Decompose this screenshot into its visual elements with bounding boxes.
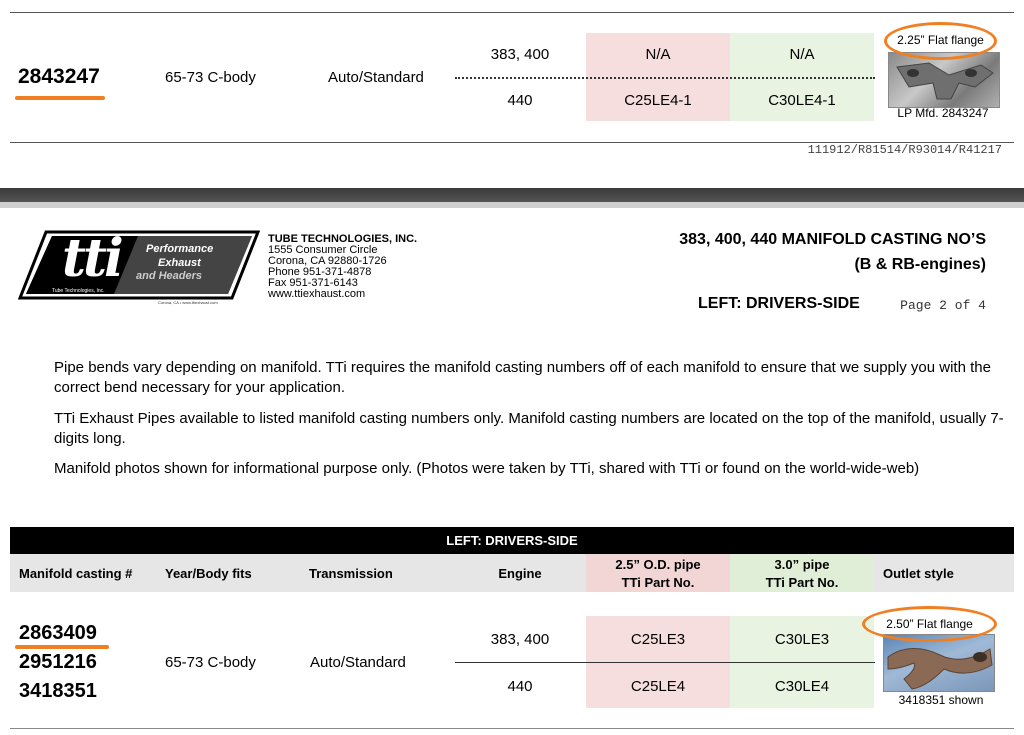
footer-code: 111912/R81514/R93014/R41217 [807, 143, 1002, 157]
highlight-underline-top [15, 96, 105, 100]
manifold-photo-top [888, 52, 1000, 108]
company-name: TUBE TECHNOLOGIES, INC. [268, 233, 418, 245]
transmission-row: Auto/Standard [310, 654, 406, 671]
address-line-1: 1555 Consumer Circle [268, 244, 378, 256]
address-line-2: Corona, CA 92880-1726 [268, 255, 387, 267]
col-header-pipe30-b: TTi Part No. [765, 575, 839, 590]
pipe30-top-1: N/A [789, 46, 815, 63]
top-border [10, 12, 1014, 13]
logo-line-3: and Headers [136, 270, 203, 282]
photo-caption-row: 3418351 shown [898, 693, 984, 707]
col-header-outlet: Outlet style [883, 566, 954, 581]
manifold-shape-top [889, 53, 999, 107]
engine-top-2: 440 [507, 92, 533, 109]
casting-number-1: 2863409 [19, 622, 97, 644]
casting-number-3: 3418351 [19, 680, 97, 702]
side-label: LEFT: DRIVERS-SIDE [698, 295, 860, 312]
dotted-divider-top [455, 77, 875, 79]
page-subtitle: (B & RB-engines) [854, 256, 986, 273]
logo-letters: tti [62, 228, 121, 289]
col-header-pipe25-a: 2.5” O.D. pipe [615, 557, 701, 572]
logo-line-1: Performance [146, 243, 214, 255]
fax-line: Fax 951-371-6143 [268, 277, 358, 289]
page-break [0, 188, 1024, 202]
logo-small-text: Tube Technologies, Inc. [52, 288, 105, 294]
col-header-pipe30-a: 3.0” pipe [774, 557, 830, 572]
manifold-shape-row [884, 635, 994, 691]
logo-small-right: Corona, CA • www.ttiexhaust.com [158, 300, 218, 305]
photo-caption-top: LP Mfd. 2843247 [897, 106, 989, 120]
phone-line: Phone 951-371-4878 [268, 266, 372, 278]
engine-row-1: 383, 400 [490, 631, 550, 648]
outlet-label-row: 2.50” Flat flange [886, 617, 973, 631]
pipe25-row-2: C25LE4 [630, 678, 686, 695]
casting-number-2: 2951216 [19, 651, 97, 673]
company-address [268, 245, 387, 300]
tti-logo [18, 228, 260, 304]
website-line: www.ttiexhaust.com [268, 288, 366, 300]
logo-line-2: Exhaust [158, 257, 201, 269]
casting-number-top: 2843247 [18, 65, 100, 88]
manifold-photo-row [883, 634, 995, 692]
col-header-pipe25-b: TTi Part No. [621, 575, 695, 590]
pipe30-row-1: C30LE3 [774, 631, 830, 648]
row-divider [455, 662, 875, 663]
engine-top-1: 383, 400 [490, 46, 550, 63]
col-header-engine: Engine [498, 566, 542, 581]
year-body-row: 65-73 C-body [165, 654, 256, 671]
year-body-top: 65-73 C-body [165, 69, 256, 86]
col-header-transmission: Transmission [309, 566, 393, 581]
col-header-casting: Manifold casting # [19, 566, 133, 581]
col-header-year: Year/Body fits [165, 566, 252, 581]
outlet-label-top: 2.25” Flat flange [897, 33, 984, 47]
page-number: Page 2 of 4 [900, 298, 986, 313]
pipe25-top-1: N/A [645, 46, 671, 63]
engine-row-2: 440 [507, 678, 533, 695]
page-title: 383, 400, 440 MANIFOLD CASTING NO’S [679, 231, 986, 248]
pipe25-row-1: C25LE3 [630, 631, 686, 648]
paragraph-2: TTi Exhaust Pipes available to listed manifold casting numbers only. Manifold casting numbers are located on the top of the manifold, usually 7-digits long. [54, 410, 1004, 447]
table-bottom-border [10, 728, 1014, 729]
paragraph-3: Manifold photos shown for informational purpose only. (Photos were taken by TTi, shared with TTi or found on the world-wide-web) [54, 460, 920, 477]
paragraph-1: Pipe bends vary depending on manifold. TTi requires the manifold casting numbers off of each manifold to ensure that we supply you with the correct bend necessary for your application. [54, 359, 991, 396]
transmission-top: Auto/Standard [328, 69, 424, 86]
highlight-underline-row [15, 645, 109, 649]
pipe30-top-2: C30LE4-1 [768, 92, 836, 109]
table-banner: LEFT: DRIVERS-SIDE [10, 527, 1014, 554]
pipe25-top-2: C25LE4-1 [624, 92, 692, 109]
page-break-shadow [0, 202, 1024, 208]
pipe30-row-2: C30LE4 [774, 678, 830, 695]
